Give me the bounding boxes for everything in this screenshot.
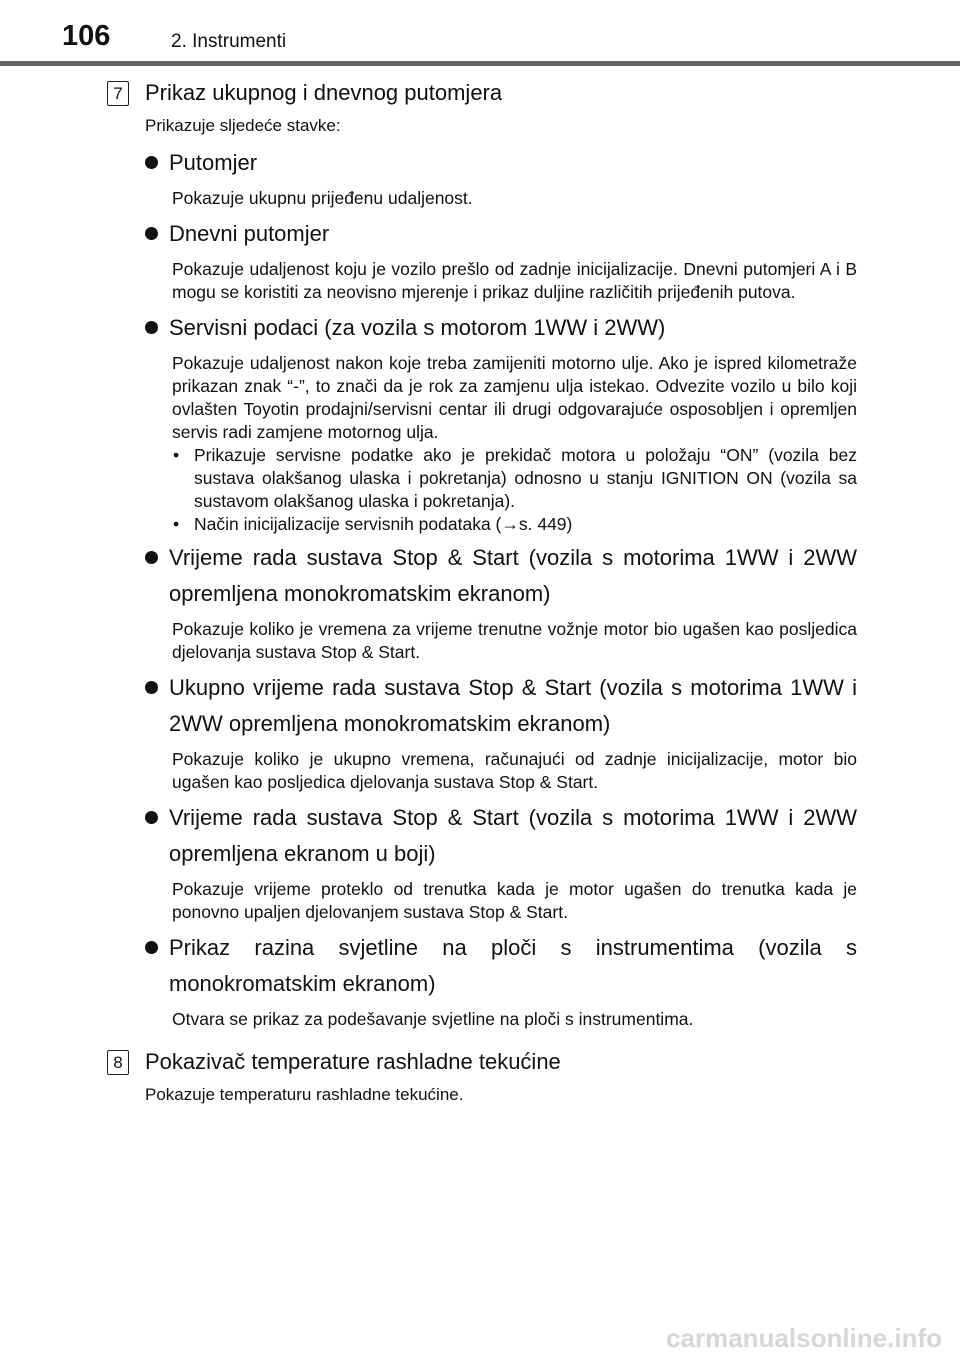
bullet-icon [145,321,158,334]
item-description: Pokazuje ukupnu prijeđenu udaljenost. [172,188,473,208]
sub-item [145,444,857,513]
bullet-icon [145,811,158,824]
item-description: Otvara se prikaz za podešavanje svjetline na ploči s instrumentima. [172,1009,694,1029]
item-title: Putomjer [169,150,258,175]
item-title: Prikaz razina svjetline na ploči s instrumentima (vozila s monokromatskim ekranom) [169,935,857,996]
list-item [145,800,857,924]
bullet-icon [145,227,158,240]
item-title: Vrijeme rada sustava Stop & Start (vozila s motorima 1WW i 2WW opremljena monokromatskim ekranom) [169,545,857,606]
item-title: Servisni podaci (za vozila s motorom 1WW i 2WW) [169,315,666,340]
bullet-icon [145,681,158,694]
section-intro: Prikazuje sljedeće stavke: [145,116,341,135]
section-heading [113,76,857,110]
item-title: Ukupno vrijeme rada sustava Stop & Start (vozila s motorima 1WW i 2WW opremljena monokromatskim ekranom) [169,675,857,736]
bullet-icon [145,941,158,954]
page-footer [0,1320,960,1360]
section-number-badge: 8 [107,1050,129,1075]
list-item [145,930,857,1031]
item-description: Pokazuje udaljenost nakon koje treba zamijeniti motorno ulje. Ako je ispred kilometraže prikazan znak “-”, to znači da je rok za zamjenu ulja istekao. Odvezite vozilo u bilo koji ovlašten Toyotin prodajni/servisni centar ili drugi odgovarajuće osposobljen i opremljen servis radi zamjene motornog ulja. [172,353,857,442]
list-item [145,216,857,304]
page-content [113,76,857,1114]
item-title: Vrijeme rada sustava Stop & Start (vozila s motorima 1WW i 2WW opremljena ekranom u boji) [169,805,857,866]
header-rule [0,61,960,66]
sub-item-text: Način inicijalizacije servisnih podataka (→s. 449) [194,514,573,534]
sub-item [145,513,857,536]
list-item [145,540,857,664]
sub-bullet: • [173,514,180,534]
bullet-icon [145,156,158,169]
section-number-badge: 7 [107,81,129,106]
section-title: Pokazivač temperature rashladne tekućine [145,1049,561,1074]
section-title: Prikaz ukupnog i dnevnog putomjera [145,80,503,105]
bullet-icon [145,551,158,564]
item-description: Pokazuje vrijeme proteklo od trenutka kada je motor ugašen do trenutka kada je ponovno upaljen djelovanjem sustava Stop & Start. [172,879,857,922]
section-heading [113,1045,857,1079]
item-description: Pokazuje koliko je vremena za vrijeme trenutne vožnje motor bio ugašen kao posljedica djelovanja sustava Stop & Start. [172,619,857,662]
watermark: carmanualsonline.info [666,1323,942,1353]
page-header [0,0,960,66]
sub-item-text: Prikazuje servisne podatke ako je prekidač motora u položaju “ON” (vozila bez sustava olakšanog ulaska i pokretanja) odnosno u stanju IGNITION ON (vozila sa sustavom olakšanog ulaska i pokretanja). [194,445,857,511]
sub-bullet: • [173,445,180,465]
list-item [145,310,857,536]
section-7 [113,76,857,1031]
page-number: 106 [62,20,111,52]
list-item [145,670,857,794]
item-title: Dnevni putomjer [169,221,330,246]
item-description: Pokazuje koliko je ukupno vremena, računajući od zadnje inicijalizacije, motor bio ugašen kao posljedica djelovanja sustava Stop & Start. [172,749,857,792]
section-intro: Pokazuje temperaturu rashladne tekućine. [145,1085,464,1104]
item-description: Pokazuje udaljenost koju je vozilo prešlo od zadnje inicijalizacije. Dnevni putomjeri A i B mogu se koristiti za neovisno mjerenje i prikaz duljine različitih prijeđenih putova. [172,259,857,302]
chapter-title: 2. Instrumenti [171,31,287,52]
list-item [145,145,857,210]
section-8 [113,1045,857,1108]
